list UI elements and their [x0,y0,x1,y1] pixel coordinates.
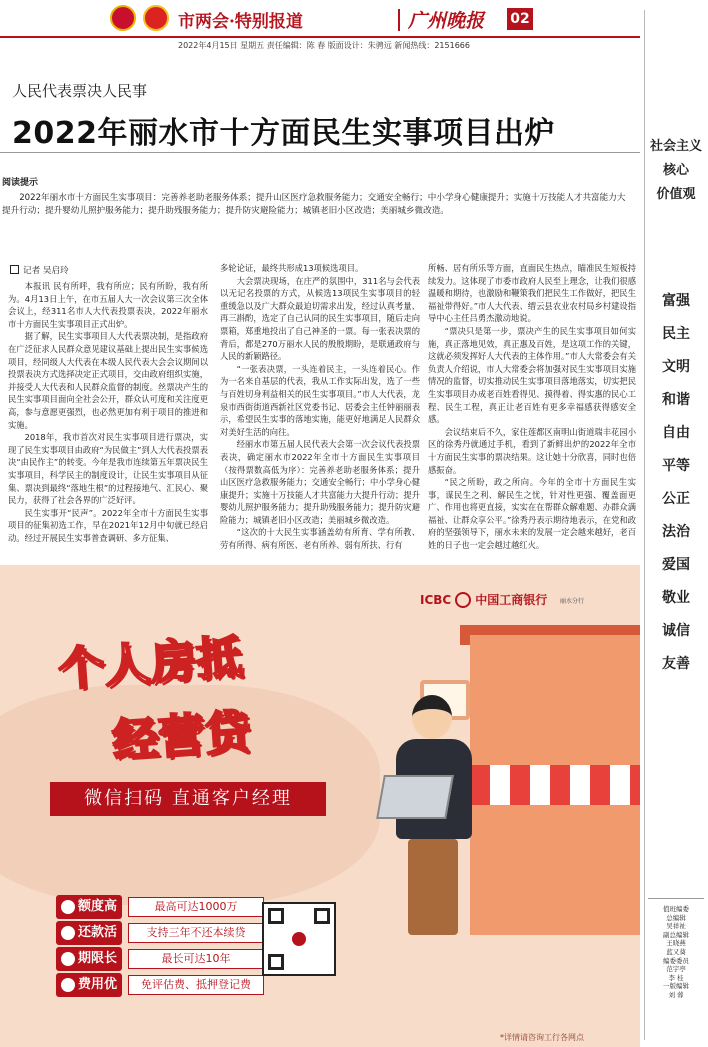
paragraph: 2018年，我市首次对民生实事项目进行票决，实现了民生实事项目由政府“为民做主”到人大代表投票表决“由民作主”的转变。今年是我市连续第五年票决民生实事项目，科学民主的制度设计，让民生实事项目从征集、票决到最终“落地生根”的过程接地气、汇民心、聚民力，获得了社会各界的广泛好评。 [8,432,208,506]
section-title: 市两会·特别报道 [178,12,303,32]
byline: 记者 吴启玲 [10,264,69,276]
bank-en-name: ICBC [420,593,452,607]
paragraph: 民生实事开“民声”。2022年全市十方面民生实事项目的征集初选工作，早在2021年12月中旬就已经启动。经过开展民生实事普查调研、多方征集、 [8,507,208,543]
staff-line: 值班编委 [663,905,689,913]
paragraph: “一张表决票，一头连着民主，一头连着民心。作为一名来自基层的代表，我从工作实际出发，选了一些与百姓切身利益相关的民生实事项目。”市人大代表，龙泉市西街街道西新社区党委书记、居委会主任钟丽丽表示，希望民生实事的落地实施，能更好地满足人民群众对美好生活的向往。 [220,363,420,437]
paragraph: “民之所盼，政之所向。今年的全市十方面民生实事，谋民生之利、解民生之忧，针对性更强、覆盖面更广、作用也将更直接，实实在在帮群众解难题、办群众满福祉、让群众享公平。”徐秀丹表示期待地表示，在党和政府的坚强领导下，丽水未来的发展一定会越来越好，老百姓的日子也一定会越过越红火。 [428,477,636,551]
core-value: 友善 [662,656,690,672]
feature-label: 还款活 [56,921,122,945]
feature-row [56,947,252,973]
core-value: 敬业 [662,590,690,606]
staff-line: 范宇亭 [666,965,686,974]
staff-line: 蓝又葵 [666,947,686,956]
core-values-list [648,290,704,686]
branch-name: 丽水分行 [560,598,585,605]
paragraph: 据了解，民生实事项目人大代表票决制，是指政府在广泛征求人民群众意见建议基础上提出民生实事候选项目，经同级人大代表在本级人民代表大会会议期间以投票表决方式选择决定正式项目，交由政府组织实施，并接受人大代表和人民群众监督的制度。丝票决产生的民生实事项目面向全社会公开，群众认可度和关注度更高，参与意愿更强烈，也必然更加有利于项目的推进和实施。 [8,331,208,430]
paragraph: 会议结束后不久，家住莲都区南明山街道瑞丰花园小区的徐秀丹就通过手机，看到了新鲜出炉的2022年全市十方面民生实事的票决结果。这让她十分欣喜，同时也倍感振奋。 [428,426,636,475]
page-number: 02 [507,8,533,30]
staff-line: 副总编辑 [663,930,689,939]
bank-advertisement [0,565,640,1047]
sidebar [648,10,704,1047]
staff-line: 李 桂 [668,973,684,982]
laptop-icon [376,775,454,819]
article-column-3 [428,262,636,552]
masthead-rule [0,36,640,38]
core-value: 自由 [662,425,690,441]
paragraph: “票决只是第一步，票决产生的民生实事项目如何实施，真正落地见效，真正惠及百姓，是这项工作的关键，这就必须发挥好人大代表的主体作用。”市人大常委会有关负责人介绍说，市人大常委会将加强对民生实事项目实施情况的监督，切实推动民生实事项目落地落实，切实把民生实事项目办成老百姓看得见、摸得着、得实惠的民心工程、民生工程，真正让老百姓有更多幸福感获得感安全感。 [428,325,636,425]
ad-title-line1: 个人房抵 [56,629,244,697]
core-value: 诚信 [662,623,690,639]
staff-line: 刘 蓉 [668,990,684,999]
core-value: 平等 [662,458,690,474]
article-column-2 [220,262,420,552]
core-value: 法治 [662,524,690,540]
staff-line: 一版编辑 [663,982,689,991]
reading-guide-text: 2022年丽水市十方面民生实事项目：完善养老助老服务体系；提升山区医疗急救服务能力；交通安全畅行；中小学身心健康提升；实施十万技能人才共富能力大提升行动；提升婴幼儿照护服务能力；提升助残服务能力；提升防灾避险能力；城镇老旧小区改造；美丽城乡微改造。 [2,193,626,216]
core-values-motto [648,135,704,207]
ad-slogan: 微信扫码 直通客户经理 [50,782,326,816]
feature-value: 最高可达1000万 [128,897,264,917]
qr-finder [314,908,330,924]
bank-name: 中国工商银行 [475,593,548,607]
sidebar-divider [644,10,645,1040]
article-column-1 [8,280,208,544]
qr-finder [268,954,284,970]
article-kicker: 人民代表票决人民事 [12,82,148,100]
core-value: 和谐 [662,392,690,408]
feature-value: 免评估费、抵押登记费 [128,975,264,995]
dateline: 2022年4月15日 星期五 责任编辑：陈 春 版面设计：朱骋远 新闻热线：2151666 [178,41,470,50]
feature-value: 最长可达10年 [128,949,264,969]
person-head [412,695,452,739]
paragraph: 多轮论证，最终共形成13项候选项目。 [220,263,364,273]
editorial-staff [648,898,704,1000]
feature-row [56,895,252,921]
feature-row [56,973,252,999]
staff-line: 总编辑 [666,913,686,922]
qr-code [262,902,336,976]
bank-logo [420,591,547,608]
party-emblem-icon [143,5,169,31]
paragraph: “这次的十大民生实事涵盖幼有所育、学有所教、劳有所得、病有所医、老有所养、弱有所扶、行有 [220,527,420,551]
ad-footnote: *详情请咨询工行各网点 [500,1033,584,1042]
feature-row [56,921,252,947]
article-headline: 2022年丽水市十方面民生实事项目出炉 [12,116,555,151]
staff-line: 王晓燕 [666,939,686,948]
feature-value: 支持三年不还本续贷 [128,923,264,943]
masthead [0,0,640,40]
qr-center-logo-icon [292,932,306,946]
staff-line: 吴祥祉 [666,922,686,931]
paragraph: 经丽水市第五届人民代表大会第一次会议代表投票表决，确定丽水市2022年全市十方面民生实事项目（按得票数高低为序）：完善养老助老服务体系；提升山区医疗急救服务能力；交通安全畅行；中小学身心健康提升；实施十万技能人才共富能力大提升行动；提升婴幼儿照护服务能力；提升助残服务能力；提升防灾避险能力；城镇老旧小区改造；美丽城乡微改造。 [220,439,420,525]
motto-line: 价值观 [656,187,696,202]
paragraph: 所畅、居有所乐等方面，直面民生热点，瞄准民生短板持续发力。这体现了市委市政府人民至上理念，让我们很感温暖和期待，也激励和鞭策我们把民生工作做好，把民生福祉带得好。”市人大代表、缙云县农业农村局乡村建设指导中心主任吕勇杰激动地说。 [428,263,636,324]
headline-rule [0,152,640,153]
person-legs [408,839,458,935]
motto-line: 核心 [662,163,689,178]
qr-finder [268,908,284,924]
motto-line: 社会主义 [649,139,702,154]
paragraph: 本报讯 民有所呼，我有所应；民有所盼，我有所为。4月13日上午，在市五届人大一次会议第三次全体会议上，经311名市人大代表投票表决，2022年丽水市十方面民生实事项目正式出炉。 [8,281,208,329]
feature-label: 期限长 [56,947,122,971]
core-value: 富强 [662,293,690,309]
paper-name: 广州晚报 [408,10,485,32]
feature-label: 费用优 [56,973,122,997]
staff-line: 编委委员 [663,956,689,965]
core-value: 公正 [662,491,690,507]
icbc-logo-icon [455,592,471,608]
paragraph: 大会票决现场，在庄严的氛围中，311名与会代表以无记名投票的方式，从候选13项民生实事项目的轻重缓急以及广大群众最迫切需求出发，经过认真考量、再三斟酌，选定了自己认同的民生实事项目，随后走向票箱，郑重地投出了自己神圣的一票。每一张表决票的背后，都是270万丽水人民的殷殷期盼，是联通政府与人民的新颖路径。 [220,275,420,362]
national-emblem-icon [110,5,136,31]
feature-label: 额度高 [56,895,122,919]
core-value: 文明 [662,359,690,375]
shop-awning-illustration [470,765,640,805]
masthead-divider [398,9,400,31]
core-value: 民主 [662,326,690,342]
ad-title-line2: 经营贷 [110,704,252,768]
businessman-illustration [390,695,480,945]
reading-guide-label: 阅读提示 [2,178,39,188]
core-value: 爱国 [662,557,690,573]
